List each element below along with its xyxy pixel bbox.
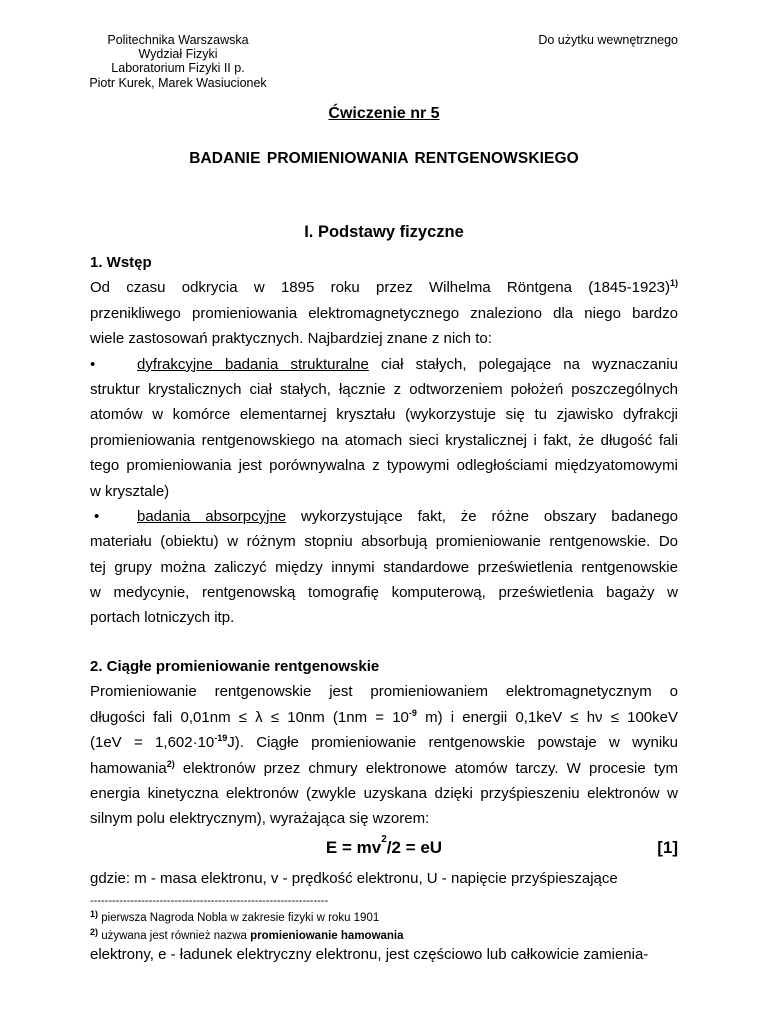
paragraph-line: tej grupy można zaliczyć między innymi standardowe prześwietlenia rentgenowskie xyxy=(90,558,678,576)
paragraph-line: materiału (obiektu) w różnym stopniu absorbują promieniowanie rentgenowskie. Do xyxy=(90,533,678,551)
section-2 xyxy=(90,654,678,832)
bullet-item: • dyfrakcyjne badania strukturalne ciał stałych, polegające na wyznaczaniu xyxy=(90,352,678,377)
section-2-heading: 2. Ciągłe promieniowanie rentgenowskie xyxy=(90,658,380,675)
paragraph-line: hamowania$^{2)}$ elektronów przez chmury elektronowe atomów tarczy. W procesie tym xyxy=(90,758,678,777)
underlined-term: badania absorpcyjne xyxy=(137,507,287,525)
paragraph-line: $(1eV = 1,602\cdot 10^{-19}J)$. Ciągłe promieniowanie rentgenowskie powstaje w wyniku xyxy=(90,733,678,752)
paragraph-line: wiele zastosowań praktycznych. Najbardziej znane z nich to: xyxy=(90,330,492,348)
equation-text: $E = mv^2/2$ = eU xyxy=(325,834,443,857)
paragraph-line: tego promieniowania jest porównywalna z typowymi odległościami międzyatomowymi xyxy=(90,457,678,475)
exercise-title: Ćwiczenie nr 5 xyxy=(328,105,440,122)
footnote-2: $^{2)}$ używana jest również nazwa promieniowanie hamowania xyxy=(90,927,404,942)
paragraph-line: Od czasu odkrycia w 1895 roku przez Wilhelma Röntgena (1845-1923)$^{1)}$ xyxy=(90,278,678,297)
paragraph-line: promieniowania rentgenowskiego na atomach sieci krystalicznej i fakt, że długość fali xyxy=(90,431,678,449)
bullet-icon: • xyxy=(90,355,96,373)
paragraph-line: energia kinetyczna elektronów (zwykle uzyskana dzięki przyśpieszeniu elektronów w xyxy=(90,784,678,802)
document-subject: BADANIE PROMIENIOWANIA RENTGENOWSKIEGO xyxy=(189,150,579,167)
section-title: I. Podstawy fizyczne xyxy=(304,223,464,241)
paragraph-line: długości fali 0,01nm ≤ λ ≤ 10nm ($1nm = 10^{-9}$ m) i energii 0,1keV ≤ hν ≤ 100keV xyxy=(90,707,678,726)
section-1 xyxy=(90,250,678,631)
paragraph-line: silnym polu elektrycznym), wyrażająca się wzorem: xyxy=(90,810,430,828)
footnote-separator: ----------------------------------------------------------------- xyxy=(90,895,329,907)
internal-use-note: Do użytku wewnętrznego xyxy=(538,33,678,47)
paragraph-line: Promieniowanie rentgenowskie jest promieniowaniem elektromagnetycznym o xyxy=(90,683,678,701)
paragraph-line: portach lotniczych itp. xyxy=(90,609,235,627)
underlined-term: dyfrakcyjne badania strukturalne xyxy=(137,355,369,373)
equation-legend: gdzie: m - masa elektronu, v - prędkość elektronu, U - napięcie przyśpieszające xyxy=(90,870,618,887)
header-line: Laboratorium Fizyki II p. xyxy=(111,61,245,76)
continuation-text: elektrony, e - ładunek elektryczny elektronu, jest częściowo lub całkowicie zamienia- xyxy=(90,946,649,963)
equation-number: [1] xyxy=(657,838,678,857)
section-1-heading: 1. Wstęp xyxy=(90,254,152,271)
institution-header xyxy=(78,33,278,90)
equation-1 xyxy=(90,834,678,862)
paragraph-line: w medycynie, rentgenowską tomografię komputerową, prześwietlenia bagaży w xyxy=(90,584,678,602)
bullet-icon: • xyxy=(94,507,100,525)
paragraph-line: struktur krystalicznych ciał stałych, łącznie z odtworzeniem położeń poszczególnych xyxy=(90,380,678,398)
paragraph-line: atomów w komórce elementarnej kryształu (wykorzystuje się tu zjawisko dyfrakcji xyxy=(90,406,678,424)
header-line: Piotr Kurek, Marek Wasiucionek xyxy=(89,75,267,90)
bullet-item: • badania absorpcyjne wykorzystujące fakt, że różne obszary badanego xyxy=(90,504,678,529)
header-line: Wydział Fizyki xyxy=(138,47,218,62)
paragraph-line: w krysztale) xyxy=(90,482,170,500)
paragraph-line: przenikliwego promieniowania elektromagnetycznego znaleziono dla niego bardzo xyxy=(90,304,678,322)
footnote-1: $^{1)}$ pierwsza Nagroda Nobla w zakresie fizyki w roku 1901 xyxy=(90,909,380,924)
header-line: Politechnika Warszawska xyxy=(107,33,249,47)
